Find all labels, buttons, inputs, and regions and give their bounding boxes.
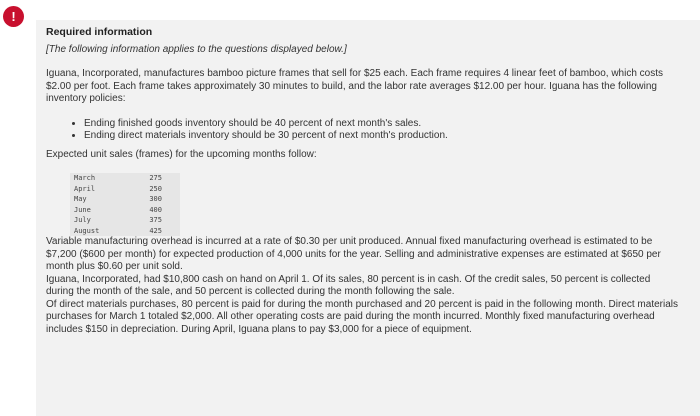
month-cell: June	[74, 205, 91, 214]
table-row	[70, 215, 180, 226]
month-cell: May	[74, 195, 87, 203]
expected-sales-table	[70, 173, 180, 236]
units-cell: 425	[149, 226, 162, 235]
panel-title: Required information	[46, 26, 153, 38]
table-row	[70, 226, 180, 237]
table-row	[70, 205, 180, 216]
cash-paragraph: Iguana, Incorporated, had $10,800 cash on hand on April 1. Of its sales, 80 percent is in cash. Of the credit sales, 50 percent is collected during the month of the sale, and 50 percent is collected during the month following the sale.	[46, 273, 651, 297]
table-row	[70, 194, 180, 205]
policy-item: • Ending finished goods inventory should be 40 percent of next month's sales.	[84, 118, 680, 130]
intro-paragraph: Iguana, Incorporated, manufactures bamboo picture frames that sell for $25 each. Each frame requires 4 linear feet of bamboo, which costs $2.00 per foot. Each frame takes approximately 30 minutes to build, and the labor rate averages $12.00 per hour. Iguana has the following inventory policies:	[46, 68, 664, 104]
units-cell: 300	[149, 195, 162, 203]
overhead-paragraph: Variable manufacturing overhead is incurred at a rate of $0.30 per unit produced. Annual fixed manufacturing overhead is estimated to be $7,200 ($600 per month) for expected production of 4,000 units for the year. Selling and administrative expenses are estimated at $650 per month plus $0.60 per unit sold.	[46, 236, 661, 272]
table-row	[70, 184, 180, 195]
month-cell: March	[74, 174, 96, 182]
month-cell: April	[74, 184, 96, 193]
units-cell: 400	[149, 205, 162, 214]
units-cell: 375	[149, 216, 162, 224]
info-note: [The following information applies to the questions displayed below.]	[46, 44, 347, 55]
materials-paragraph: Of direct materials purchases, 80 percent is paid for during the month purchased and 20 percent is paid in the following month. Direct materials purchases for March 1 totaled $2,000. All other operating costs are paid during the month incurred. Monthly fixed manufacturing overhead includes $150 in depreciation. During April, Iguana plans to pay $3,000 for a piece of equipment.	[46, 298, 678, 335]
inventory-policies-list	[46, 118, 680, 142]
units-cell: 275	[149, 174, 162, 182]
month-cell: August	[74, 226, 100, 235]
table-row	[70, 173, 180, 184]
alert-icon: !	[3, 6, 24, 27]
sales-intro: Expected unit sales (frames) for the upcoming months follow:	[46, 148, 317, 160]
policy-item: • Ending direct materials inventory should be 30 percent of next month's production.	[84, 130, 680, 142]
month-cell: July	[74, 216, 91, 224]
units-cell: 250	[149, 184, 162, 193]
required-information-panel	[36, 20, 700, 416]
